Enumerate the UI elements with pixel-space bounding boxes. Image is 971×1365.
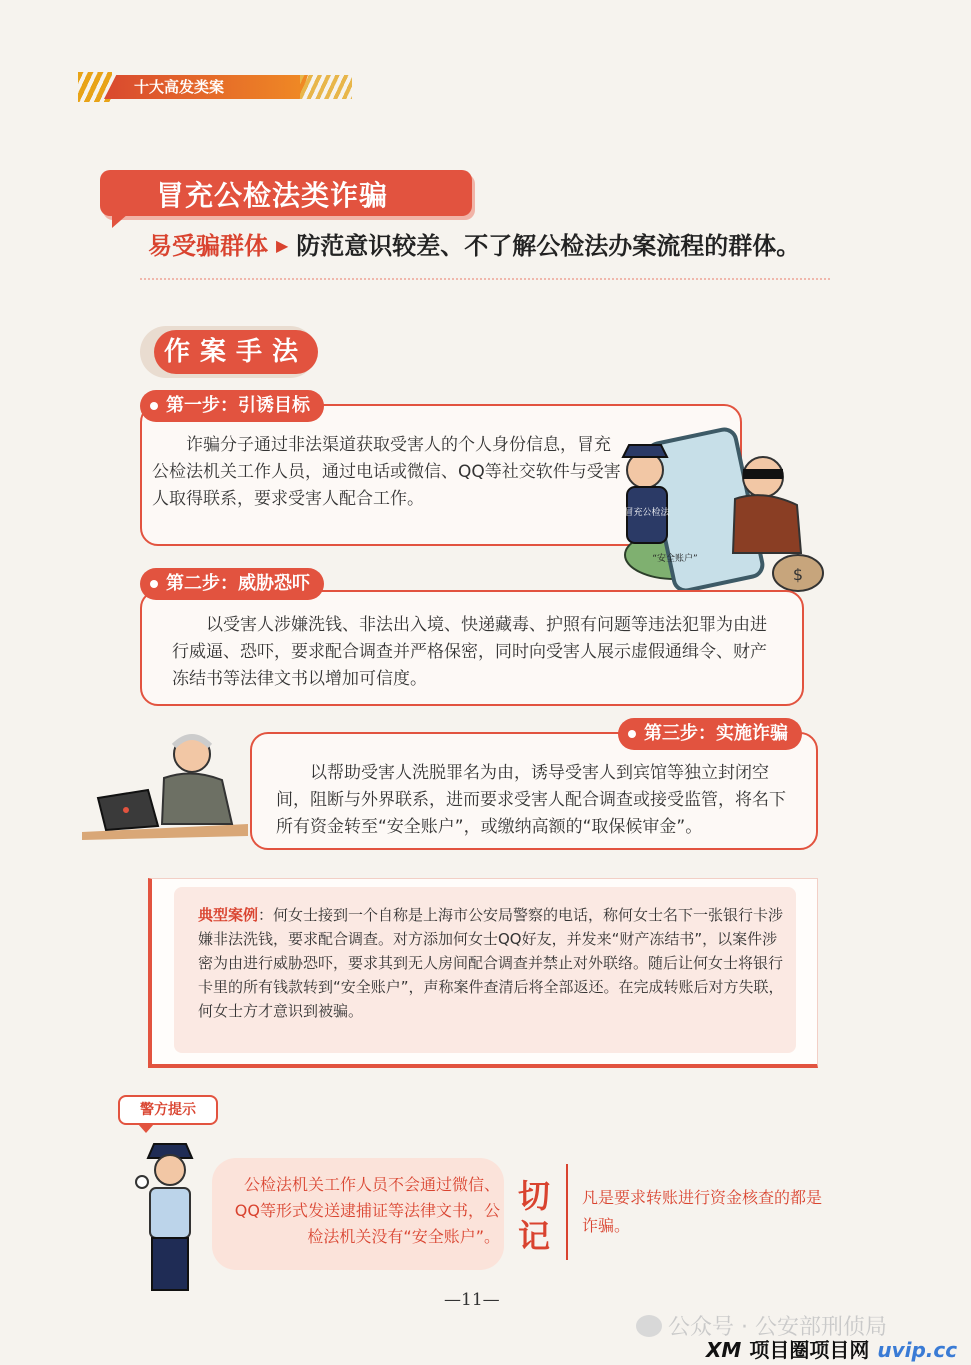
case-box [148,878,818,1068]
dollar-icon: $ [792,565,804,584]
thief-mask [743,469,783,479]
divider-line [566,1164,568,1260]
play-arrow-icon: ▶ [276,236,289,255]
tip-bubble [212,1158,504,1270]
fake-police-label: 冒充公检法 [624,508,670,518]
step-3-text: 以帮助受害人洗脱罪名为由，诱导受害人到宾馆等独立封闭空间，阻断与外界联系，进而要求受害人配合调查或接受监管，将名下所有资金转至“安全账户”，或缴纳高额的“取保候审金”。 [276,763,786,837]
remember-mark: 切记 [517,1177,550,1255]
section-label: 十大高发类案 [134,78,225,96]
man-body [162,773,232,824]
watermark-site-name: 项目圈项目网 [749,1338,870,1362]
page-title-text: 冒充公检法类诈骗 [156,179,389,212]
officer-pants [152,1238,188,1290]
police-officer-illustration [134,1138,206,1298]
tip-right-text: 凡是要求转账进行资金核查的都是诈骗。 [582,1188,823,1235]
officer-head [155,1155,185,1185]
officer-shirt [150,1188,190,1238]
tip-left-text: 公检法机关工作人员不会通过微信、QQ等形式发送逮捕证等法律文书，公检法机关没有“安全账户”。 [234,1175,500,1246]
step-1-text: 诈骗分子通过非法渠道获取受害人的个人身份信息，冒充公检法机关工作人员，通过电话或微信、QQ等社交软件与受害人取得联系，要求受害人配合工作。 [152,435,621,509]
stripe-decoration [300,75,352,99]
page-title [100,170,472,216]
officer-glove [136,1176,148,1188]
watermark-logo: XM [706,1338,742,1362]
case-label: 典型案例 [198,906,259,924]
watermark-site [706,1334,957,1363]
case-inner [174,887,796,1053]
step-1-tag: 第一步：引诱目标 [140,390,324,422]
target-group [148,226,800,261]
police-tip-tag: 警方提示 [118,1095,218,1125]
police-cap [623,445,667,457]
method-heading [140,326,316,378]
fake-police-illustration [605,415,830,595]
case-text: ：何女士接到一个自称是上海市公安局警察的电话，称何女士名下一张银行卡涉嫌非法洗钱，要求配合调查。对方添加何女士QQ好友，并发来“财产冻结书”，以案件涉密为由进行威胁恐吓，要求其到无人房间配合调查并禁止对外联络。随后让何女士将银行卡里的所有钱款转到“安全账户”，声称案件查清后将全部返还。在完成转账后对方失联，何女士方才意识到被骗。 [198,906,784,1020]
section-tag [78,72,348,102]
target-group-label: 易受骗群体 [148,232,268,260]
step-2-box [140,590,804,706]
bag-label: “安全账户” [652,554,698,564]
wechat-icon [636,1315,662,1337]
case-text-block [198,903,788,1023]
thief-body [733,495,801,553]
target-group-text: 防范意识较差、不了解公检法办案流程的群体。 [296,232,801,260]
step-3-tag: 第三步：实施诈骗 [618,718,802,750]
dotted-divider [140,278,830,280]
elderly-victim-illustration [82,728,248,840]
step-2-tag: 第二步：威胁恐吓 [140,568,324,600]
page-number: —11— [444,1290,500,1310]
laptop-logo [123,807,129,813]
watermark-url: uvip.cc [877,1338,958,1362]
step-2-text: 以受害人涉嫌洗钱、非法出入境、快递藏毒、护照有问题等违法犯罪为由进行威逼、恐吓，要求配合调查并严格保密，同时向受害人展示虚假通缉令、财产冻结书等法律文书以增加可信度。 [172,615,767,689]
method-heading-text: 作案手法 [154,330,318,374]
watermark-account-text: 公众号 · 公安部刑侦局 [668,1315,887,1340]
